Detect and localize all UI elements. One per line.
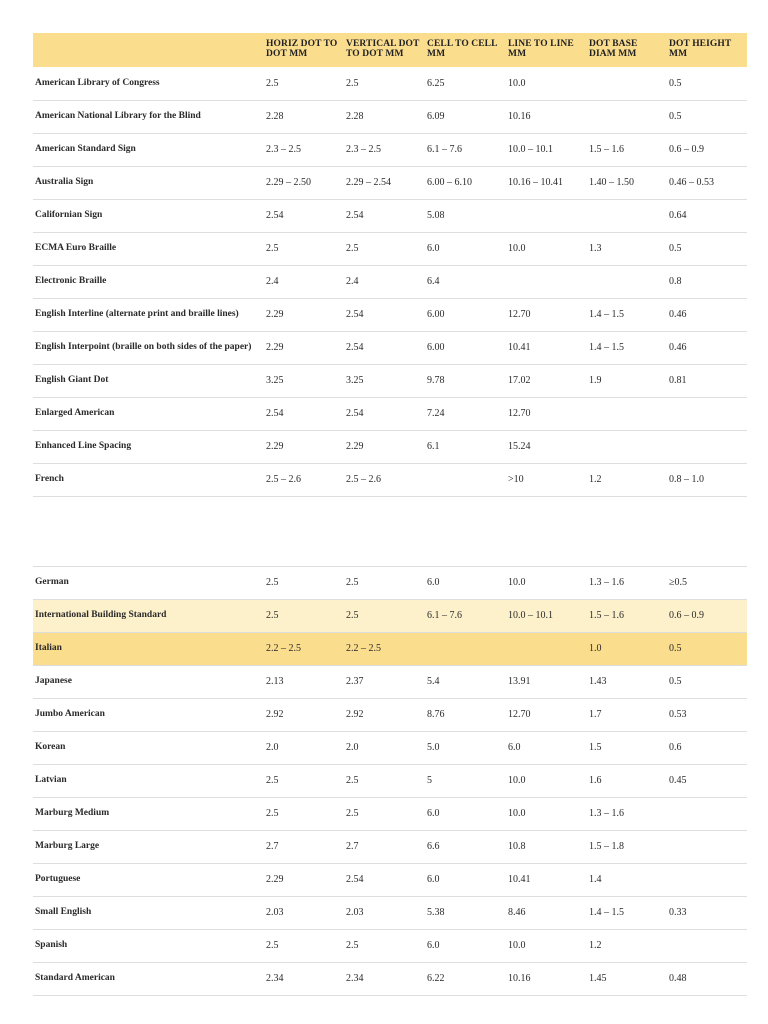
- cell-dot-base-diam: 1.3: [588, 232, 668, 265]
- cell-dot-base-diam: 1.4 – 1.5: [588, 298, 668, 331]
- cell-vertical-dot-to-dot: 2.28: [345, 100, 426, 133]
- cell-name: Japanese: [33, 665, 265, 698]
- cell-line-to-line: 10.0: [507, 764, 588, 797]
- cell-horiz-dot-to-dot: 2.5: [265, 764, 345, 797]
- cell-dot-height: [668, 397, 747, 430]
- table-row: [33, 364, 747, 397]
- cell-horiz-dot-to-dot: 2.5: [265, 67, 345, 100]
- cell-horiz-dot-to-dot: 3.25: [265, 364, 345, 397]
- cell-vertical-dot-to-dot: 2.5: [345, 929, 426, 962]
- cell-cell-to-cell: 6.00: [426, 331, 507, 364]
- cell-line-to-line: [507, 199, 588, 232]
- cell-horiz-dot-to-dot: 2.5 – 2.6: [265, 463, 345, 496]
- cell-vertical-dot-to-dot: 2.5: [345, 797, 426, 830]
- cell-dot-base-diam: [588, 199, 668, 232]
- cell-cell-to-cell: 6.0: [426, 797, 507, 830]
- cell-cell-to-cell: 6.1 – 7.6: [426, 599, 507, 632]
- cell-cell-to-cell: 6.25: [426, 67, 507, 100]
- cell-line-to-line: 8.46: [507, 896, 588, 929]
- cell-name: Italian: [33, 632, 265, 665]
- table-row: [33, 265, 747, 298]
- cell-cell-to-cell: 6.1: [426, 430, 507, 463]
- table-row: [33, 896, 747, 929]
- cell-dot-base-diam: 1.4: [588, 863, 668, 896]
- cell-vertical-dot-to-dot: 2.2 – 2.5: [345, 632, 426, 665]
- cell-line-to-line: [507, 632, 588, 665]
- cell-dot-height: 0.5: [668, 67, 747, 100]
- cell-line-to-line: 6.0: [507, 731, 588, 764]
- table-row: [33, 599, 747, 632]
- header-line-to-line: LINE TO LINE MM: [507, 33, 588, 67]
- cell-name: English Giant Dot: [33, 364, 265, 397]
- cell-vertical-dot-to-dot: 2.5: [345, 67, 426, 100]
- table-row: [33, 632, 747, 665]
- braille-dimensions-table-container: [33, 33, 747, 996]
- cell-dot-base-diam: 1.43: [588, 665, 668, 698]
- cell-horiz-dot-to-dot: 2.2 – 2.5: [265, 632, 345, 665]
- cell-cell-to-cell: 5.38: [426, 896, 507, 929]
- table-body: [33, 67, 747, 995]
- cell-horiz-dot-to-dot: 2.03: [265, 896, 345, 929]
- table-row: [33, 463, 747, 496]
- cell-dot-height: 0.5: [668, 665, 747, 698]
- cell-vertical-dot-to-dot: 2.5 – 2.6: [345, 463, 426, 496]
- cell-horiz-dot-to-dot: 2.7: [265, 830, 345, 863]
- cell-dot-height: 0.64: [668, 199, 747, 232]
- cell-dot-base-diam: [588, 265, 668, 298]
- cell-name: ECMA Euro Braille: [33, 232, 265, 265]
- cell-cell-to-cell: 6.0: [426, 863, 507, 896]
- table-row: [33, 397, 747, 430]
- cell-dot-base-diam: [588, 430, 668, 463]
- cell-dot-height: 0.5: [668, 100, 747, 133]
- table-row: [33, 929, 747, 962]
- cell-dot-height: 0.6: [668, 731, 747, 764]
- cell-dot-height: ≥0.5: [668, 566, 747, 599]
- table-row: [33, 566, 747, 599]
- cell-vertical-dot-to-dot: 2.5: [345, 764, 426, 797]
- cell-vertical-dot-to-dot: 3.25: [345, 364, 426, 397]
- cell-vertical-dot-to-dot: 2.4: [345, 265, 426, 298]
- cell-dot-base-diam: [588, 397, 668, 430]
- header-dot-height: DOT HEIGHT MM: [668, 33, 747, 67]
- cell-name: Electronic Braille: [33, 265, 265, 298]
- cell-cell-to-cell: 5.08: [426, 199, 507, 232]
- cell-cell-to-cell: 6.0: [426, 232, 507, 265]
- table-row: [33, 67, 747, 100]
- cell-cell-to-cell: 6.22: [426, 962, 507, 995]
- table-row: [33, 166, 747, 199]
- cell-cell-to-cell: 6.00: [426, 298, 507, 331]
- cell-dot-base-diam: 1.0: [588, 632, 668, 665]
- cell-name: English Interline (alternate print and braille lines): [33, 298, 265, 331]
- cell-dot-height: 0.8 – 1.0: [668, 463, 747, 496]
- cell-horiz-dot-to-dot: 2.34: [265, 962, 345, 995]
- cell-name: Small English: [33, 896, 265, 929]
- cell-horiz-dot-to-dot: 2.13: [265, 665, 345, 698]
- cell-horiz-dot-to-dot: 2.3 – 2.5: [265, 133, 345, 166]
- table-row: [33, 797, 747, 830]
- cell-dot-base-diam: 1.40 – 1.50: [588, 166, 668, 199]
- cell-dot-height: 0.81: [668, 364, 747, 397]
- cell-cell-to-cell: 5.4: [426, 665, 507, 698]
- cell-dot-height: [668, 797, 747, 830]
- cell-line-to-line: 13.91: [507, 665, 588, 698]
- cell-cell-to-cell: 6.09: [426, 100, 507, 133]
- cell-vertical-dot-to-dot: 2.5: [345, 566, 426, 599]
- cell-cell-to-cell: 6.4: [426, 265, 507, 298]
- cell-cell-to-cell: 9.78: [426, 364, 507, 397]
- table-row: [33, 331, 747, 364]
- cell-name: Australia Sign: [33, 166, 265, 199]
- cell-vertical-dot-to-dot: 2.03: [345, 896, 426, 929]
- cell-dot-base-diam: [588, 67, 668, 100]
- cell-name: German: [33, 566, 265, 599]
- cell-vertical-dot-to-dot: 2.54: [345, 199, 426, 232]
- cell-cell-to-cell: 6.0: [426, 566, 507, 599]
- cell-vertical-dot-to-dot: 2.54: [345, 397, 426, 430]
- cell-name: International Building Standard: [33, 599, 265, 632]
- cell-dot-base-diam: 1.2: [588, 929, 668, 962]
- cell-dot-base-diam: 1.6: [588, 764, 668, 797]
- cell-dot-base-diam: 1.5 – 1.6: [588, 133, 668, 166]
- cell-line-to-line: 10.0 – 10.1: [507, 133, 588, 166]
- cell-dot-height: 0.48: [668, 962, 747, 995]
- cell-dot-height: 0.5: [668, 632, 747, 665]
- cell-name: French: [33, 463, 265, 496]
- cell-dot-base-diam: 1.45: [588, 962, 668, 995]
- header-vertical-dot-to-dot: VERTICAL DOT TO DOT MM: [345, 33, 426, 67]
- cell-dot-height: [668, 830, 747, 863]
- cell-dot-height: 0.46: [668, 298, 747, 331]
- cell-horiz-dot-to-dot: 2.5: [265, 929, 345, 962]
- cell-name: American Standard Sign: [33, 133, 265, 166]
- cell-line-to-line: 10.16 – 10.41: [507, 166, 588, 199]
- cell-horiz-dot-to-dot: 2.29: [265, 331, 345, 364]
- cell-line-to-line: 10.41: [507, 863, 588, 896]
- cell-name: American National Library for the Blind: [33, 100, 265, 133]
- cell-dot-height: 0.6 – 0.9: [668, 599, 747, 632]
- cell-vertical-dot-to-dot: 2.34: [345, 962, 426, 995]
- cell-dot-base-diam: 1.4 – 1.5: [588, 896, 668, 929]
- cell-dot-height: 0.53: [668, 698, 747, 731]
- cell-name: Korean: [33, 731, 265, 764]
- table-row: [33, 665, 747, 698]
- cell-vertical-dot-to-dot: 2.29 – 2.54: [345, 166, 426, 199]
- cell-cell-to-cell: [426, 463, 507, 496]
- cell-vertical-dot-to-dot: 2.7: [345, 830, 426, 863]
- cell-dot-height: [668, 430, 747, 463]
- cell-horiz-dot-to-dot: 2.5: [265, 232, 345, 265]
- cell-vertical-dot-to-dot: 2.0: [345, 731, 426, 764]
- cell-dot-height: 0.45: [668, 764, 747, 797]
- cell-horiz-dot-to-dot: 2.5: [265, 599, 345, 632]
- cell-name: Jumbo American: [33, 698, 265, 731]
- header-row: [33, 33, 747, 67]
- cell-horiz-dot-to-dot: 2.29 – 2.50: [265, 166, 345, 199]
- cell-cell-to-cell: 6.0: [426, 929, 507, 962]
- table-row: [33, 298, 747, 331]
- cell-cell-to-cell: 6.6: [426, 830, 507, 863]
- cell-horiz-dot-to-dot: 2.4: [265, 265, 345, 298]
- cell-name: Californian Sign: [33, 199, 265, 232]
- cell-dot-base-diam: 1.3 – 1.6: [588, 797, 668, 830]
- cell-dot-height: 0.46 – 0.53: [668, 166, 747, 199]
- header-horiz-dot-to-dot: HORIZ DOT TO DOT MM: [265, 33, 345, 67]
- cell-line-to-line: 10.16: [507, 962, 588, 995]
- cell-line-to-line: 10.0: [507, 797, 588, 830]
- cell-name: Marburg Large: [33, 830, 265, 863]
- cell-dot-base-diam: 1.5: [588, 731, 668, 764]
- cell-line-to-line: >10: [507, 463, 588, 496]
- cell-line-to-line: 12.70: [507, 698, 588, 731]
- cell-dot-base-diam: 1.9: [588, 364, 668, 397]
- table-row: [33, 133, 747, 166]
- cell-line-to-line: 10.0: [507, 566, 588, 599]
- table-row: [33, 731, 747, 764]
- table-row: [33, 199, 747, 232]
- cell-cell-to-cell: 6.00 – 6.10: [426, 166, 507, 199]
- cell-line-to-line: 10.0: [507, 929, 588, 962]
- cell-name: Spanish: [33, 929, 265, 962]
- cell-dot-height: 0.8: [668, 265, 747, 298]
- braille-dimensions-table: [33, 33, 747, 996]
- cell-cell-to-cell: 5.0: [426, 731, 507, 764]
- cell-line-to-line: 10.0: [507, 67, 588, 100]
- cell-name: Enlarged American: [33, 397, 265, 430]
- cell-name: English Interpoint (braille on both sides of the paper): [33, 331, 265, 364]
- cell-dot-base-diam: 1.7: [588, 698, 668, 731]
- cell-dot-height: 0.46: [668, 331, 747, 364]
- header-dot-base-diam: DOT BASE DIAM MM: [588, 33, 668, 67]
- cell-line-to-line: 12.70: [507, 298, 588, 331]
- page-gap-cell: [33, 496, 747, 566]
- cell-horiz-dot-to-dot: 2.28: [265, 100, 345, 133]
- table-row: [33, 764, 747, 797]
- cell-horiz-dot-to-dot: 2.29: [265, 863, 345, 896]
- cell-dot-height: [668, 929, 747, 962]
- cell-horiz-dot-to-dot: 2.54: [265, 397, 345, 430]
- cell-dot-height: 0.5: [668, 232, 747, 265]
- cell-vertical-dot-to-dot: 2.54: [345, 298, 426, 331]
- table-row: [33, 830, 747, 863]
- cell-dot-height: 0.33: [668, 896, 747, 929]
- cell-horiz-dot-to-dot: 2.29: [265, 430, 345, 463]
- cell-line-to-line: 10.0 – 10.1: [507, 599, 588, 632]
- cell-name: Portuguese: [33, 863, 265, 896]
- cell-vertical-dot-to-dot: 2.5: [345, 599, 426, 632]
- cell-horiz-dot-to-dot: 2.54: [265, 199, 345, 232]
- table-row: [33, 100, 747, 133]
- cell-dot-height: 0.6 – 0.9: [668, 133, 747, 166]
- cell-name: Standard American: [33, 962, 265, 995]
- cell-name: Latvian: [33, 764, 265, 797]
- cell-vertical-dot-to-dot: 2.37: [345, 665, 426, 698]
- cell-dot-base-diam: 1.5 – 1.8: [588, 830, 668, 863]
- cell-name: Marburg Medium: [33, 797, 265, 830]
- cell-cell-to-cell: 7.24: [426, 397, 507, 430]
- page-gap: [33, 496, 747, 566]
- table-header: [33, 33, 747, 67]
- table-row: [33, 698, 747, 731]
- cell-line-to-line: 10.16: [507, 100, 588, 133]
- table-row: [33, 962, 747, 995]
- cell-cell-to-cell: 6.1 – 7.6: [426, 133, 507, 166]
- table-row: [33, 863, 747, 896]
- cell-dot-base-diam: [588, 100, 668, 133]
- cell-vertical-dot-to-dot: 2.54: [345, 863, 426, 896]
- cell-horiz-dot-to-dot: 2.5: [265, 797, 345, 830]
- cell-dot-base-diam: 1.3 – 1.6: [588, 566, 668, 599]
- cell-dot-base-diam: 1.4 – 1.5: [588, 331, 668, 364]
- cell-horiz-dot-to-dot: 2.92: [265, 698, 345, 731]
- cell-vertical-dot-to-dot: 2.29: [345, 430, 426, 463]
- cell-line-to-line: 10.8: [507, 830, 588, 863]
- cell-line-to-line: 10.41: [507, 331, 588, 364]
- cell-dot-base-diam: 1.5 – 1.6: [588, 599, 668, 632]
- table-row: [33, 430, 747, 463]
- cell-line-to-line: 17.02: [507, 364, 588, 397]
- cell-dot-height: [668, 863, 747, 896]
- cell-vertical-dot-to-dot: 2.3 – 2.5: [345, 133, 426, 166]
- cell-dot-base-diam: 1.2: [588, 463, 668, 496]
- cell-vertical-dot-to-dot: 2.54: [345, 331, 426, 364]
- cell-line-to-line: [507, 265, 588, 298]
- cell-name: Enhanced Line Spacing: [33, 430, 265, 463]
- header-cell-to-cell: CELL TO CELL MM: [426, 33, 507, 67]
- cell-cell-to-cell: [426, 632, 507, 665]
- cell-name: American Library of Congress: [33, 67, 265, 100]
- cell-vertical-dot-to-dot: 2.5: [345, 232, 426, 265]
- cell-vertical-dot-to-dot: 2.92: [345, 698, 426, 731]
- cell-horiz-dot-to-dot: 2.0: [265, 731, 345, 764]
- cell-line-to-line: 10.0: [507, 232, 588, 265]
- cell-cell-to-cell: 8.76: [426, 698, 507, 731]
- cell-line-to-line: 15.24: [507, 430, 588, 463]
- header-name-column: [33, 33, 265, 67]
- table-row: [33, 232, 747, 265]
- cell-horiz-dot-to-dot: 2.29: [265, 298, 345, 331]
- cell-cell-to-cell: 5: [426, 764, 507, 797]
- cell-horiz-dot-to-dot: 2.5: [265, 566, 345, 599]
- cell-line-to-line: 12.70: [507, 397, 588, 430]
